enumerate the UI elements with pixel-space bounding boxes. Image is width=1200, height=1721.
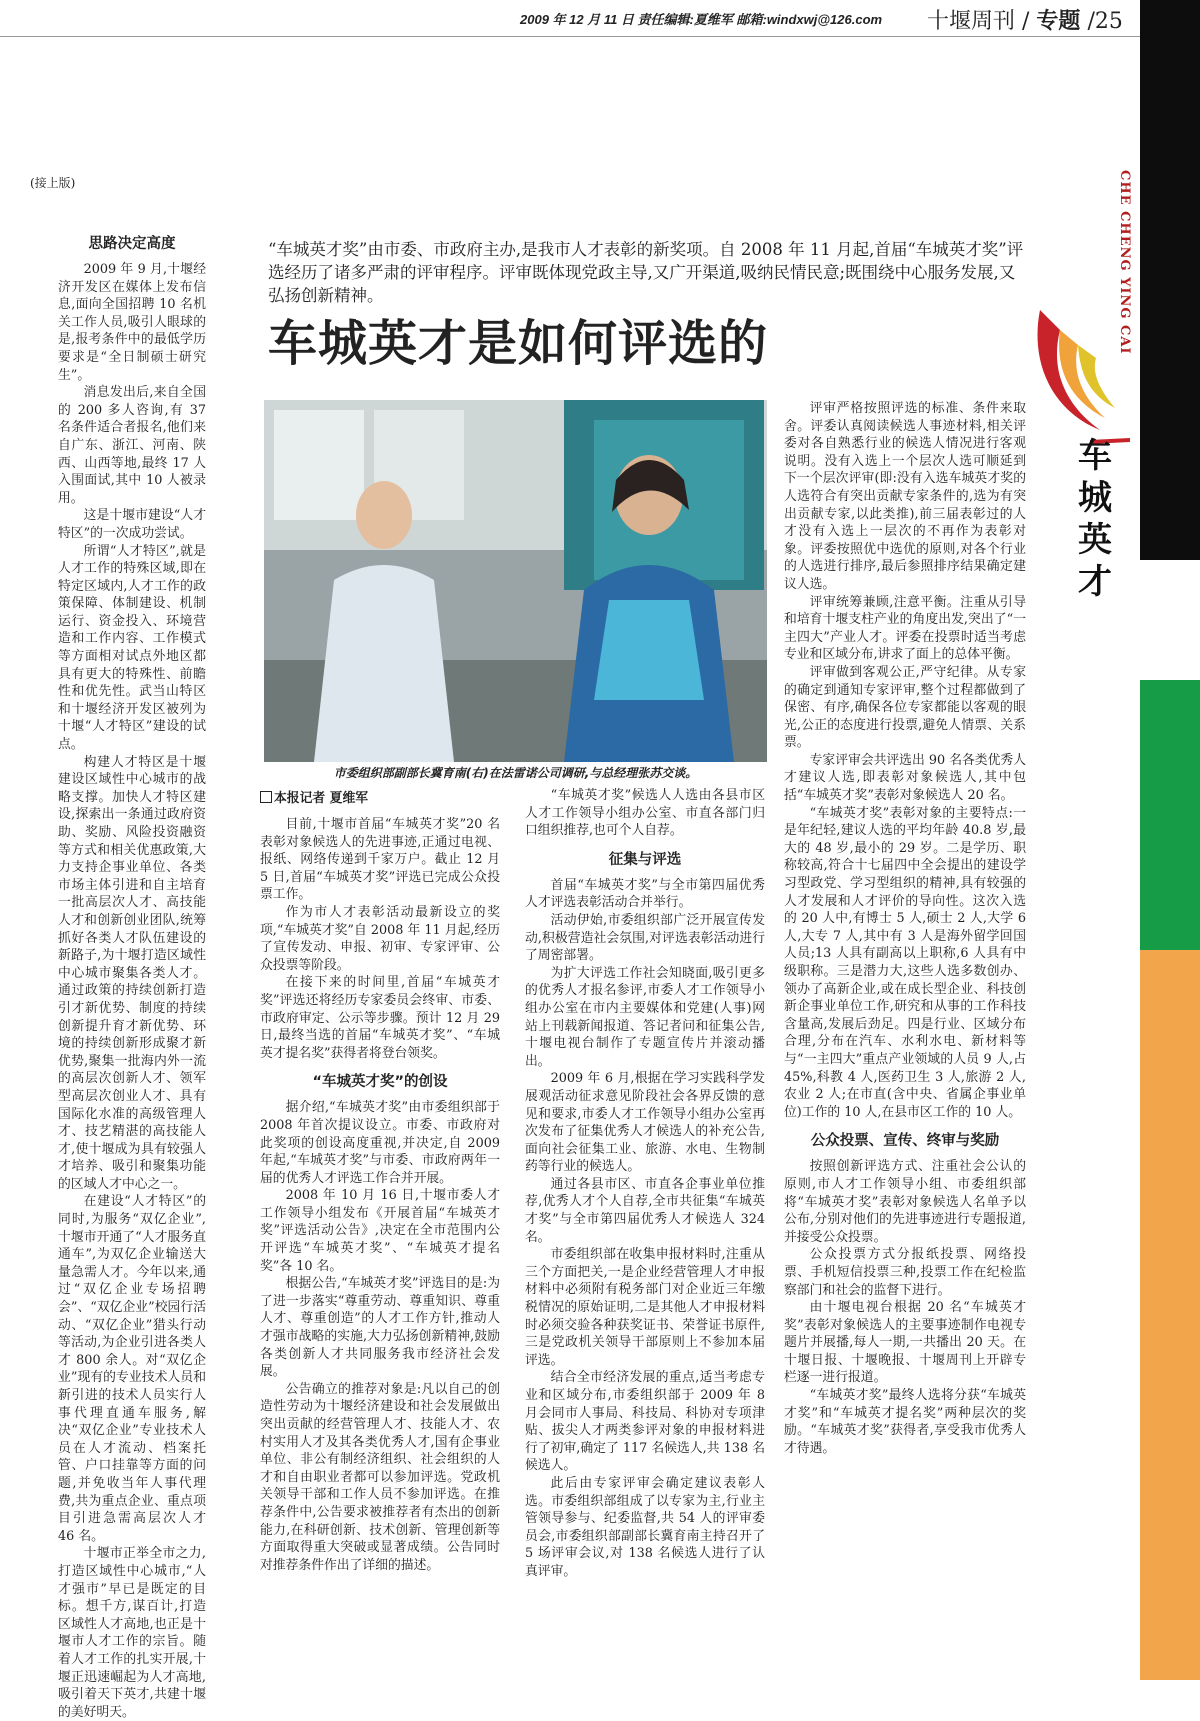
article-paragraph: 在接下来的时间里,首届“车城英才奖”评选还将经历专家委员会终审、市委、市政府审定、公示等步骤。预计 12 月 29 日,最终当选的首届“车城英才奖”、“车城英才提名奖”获得者将登台领奖。 [260, 975, 500, 1061]
article-paragraph: 由十堰电视台根据 20 名“车城英才奖”表彰对象候选人的主要事迹制作电视专题片并展播,每人一期,一共播出 20 天。在十堰日报、十堰晚报、十堰周刊上开辟专栏逐一进行报道。 [784, 1300, 1026, 1386]
section-logo-icon [1030, 300, 1130, 450]
side-bar-green [1140, 680, 1200, 950]
article-paragraph: 目前,十堰市首届“车城英才奖”20 名表彰对象候选人的先进事迹,正通过电视、报纸、网络传递到千家万户。截止 12 月 5 日,首届“车城英才奖”评选已完成公众投票工作。 [260, 817, 500, 903]
photo-caption: 市委组织部副部长冀育南(右)在法雷诺公司调研,与总经理张苏交谈。 [333, 766, 698, 780]
article-title: 车城英才是如何评选的 [268, 314, 769, 372]
article-paragraph: 为扩大评选工作社会知晓面,吸引更多的优秀人才报名参评,市委人才工作领导小组办公室在市内主要媒体和党建(人事)网站上刊载新闻报道、答记者问和征集公告,十堰电视台制作了专题宣传片并滚动播出。 [525, 965, 765, 1069]
publication-header: 十堰周刊 / 专题 /25 [927, 9, 1123, 34]
byline-text: 本报记者 夏维军 [274, 791, 369, 806]
sidebar-paragraph: 在建设“人才特区”的同时,为服务“双亿企业”,十堰市开通了“人才服务直通车”,为双亿企业输送大量急需人才。今年以来,通过“双亿企业专场招聘会”、“双亿企业”校园行活动、“双亿企业”猎头行动等活动,为企业引进各类人才 800 余人。对“双亿企业”现有的专业技术人员和新引进的技术人员实行人事代理直通车服务,解决“双亿企业”专业技术人员在人才流动、档案托管、户口挂靠等方面的问题,并免收当年人事代理费,共为重点企业、重点项目引进急需高层次人才 46 名。 [58, 1194, 206, 1544]
article-paragraph: 公众投票方式分报纸投票、网络投票、手机短信投票三种,投票工作在纪检监察部门和社会的监督下进行。 [784, 1247, 1026, 1298]
article-paragraph: 此后由专家评审会确定建议表彰人选。市委组织部组成了以专家为主,行业主管领导参与、纪委监督,共 54 人的评审委员会,市委组织部副部长冀育南主持召开了 5 场评审会议,对 138 名候选人进行了认真评审。 [525, 1475, 765, 1579]
article-paragraph: 2008 年 10 月 16 日,十堰市委人才工作领导小组发布《开展首届“车城英才奖”评选活动公告》,决定在全市范围内公开评选“车城英才奖”、“车城英才提名奖”各 10 名。 [260, 1188, 500, 1274]
section-label-en: CHE CHENG YING CAI [1117, 170, 1132, 355]
article-paragraph: 按照创新评选方式、注重社会公认的原则,市人才工作领导小组、市委组织部将“车城英才奖”表彰对象候选人名单予以公布,分别对他们的先进事迹进行专题报道,并接受公众投票。 [784, 1159, 1026, 1245]
side-bar-orange [1140, 950, 1200, 1680]
sidebar-column [58, 224, 206, 1721]
section-heading-creation: “车城英才奖”的创设 [312, 1074, 448, 1091]
article-paragraph: 公告确立的推荐对象是:凡以自己的创造性劳动为十堰经济建设和社会发展做出突出贡献的经营管理人才、技能人才、农村实用人才及其各类优秀人才,国有企事业单位、非公有制经济组织、社会组织的人才和自由职业者都可以参加评选。党政机关领导干部和工作人员不参加评选。在推荐条件中,公告要求被推荐者有杰出的创新能力,在科研创新、技术创新、管理创新等方面取得重大突破或显著成绩。公告同时对推荐条件作出了详细的描述。 [260, 1381, 500, 1573]
article-paragraph: 市委组织部在收集申报材料时,注重从三个方面把关,一是企业经营管理人才申报材料中必须附有税务部门对企业近三年缴税情况的原始证明,二是其他人才申报材料时必须交验各种获奖证书、荣誉证书原件,三是党政机关领导干部原则上不参加本届评选。 [525, 1247, 765, 1368]
article-paragraph: 作为市人才表彰活动最新设立的奖项,“车城英才奖”自 2008 年 11 月起,经历了宣传发动、申报、初审、专家评审、公众投票等阶段。 [260, 904, 500, 973]
article-paragraph: 活动伊始,市委组织部广泛开展宣传发动,积极营造社会氛围,对评选表彰活动进行了周密部署。 [525, 912, 765, 964]
article-paragraph: “车城英才奖”最终人选将分获“车城英才奖”和“车城英才提名奖”两种层次的奖励。“车城英才奖”获得者,享受我市优秀人才待遇。 [784, 1388, 1026, 1456]
article-photo [264, 400, 767, 762]
side-bar-black [1140, 0, 1200, 560]
side-bar-white [1140, 560, 1200, 680]
page-number: /25 [1087, 9, 1123, 34]
sidebar-paragraph: 十堰市正举全市之力,打造区域性中心城市,“人才强市”早已是既定的目标。想千方,谋百计,打造区域性人才高地,也正是十堰市人才工作的宗旨。随着人才工作的扎实开展,十堰正迅速崛起为人才高地,吸引着天下英才,共建十堰的美好明天。 [58, 1546, 206, 1720]
header-rule [0, 36, 1140, 37]
article-column-3 [784, 400, 1026, 1457]
article-paragraph: “车城英才奖”表彰对象的主要特点:一是年纪轻,建议人选的平均年龄 40.8 岁,最大的 48 岁,最小的 29 岁。二是学历、职称较高,符合十七届四中全会提出的建设学习型政党、学习型组织的精神,具有较强的人才发展和人才评价的导向性。这次入选的 20 人中,有博士 5 人,硕士 2 人,大学 6 人,大专 7 人,其中有 3 人是海外留学回国人员;13 人具有副高以上职称,6 人具有中级职称。三是潜力大,这些人选多数创办、领办了高新企业,或在成长型企业、科技创新企事业单位工作,研究和从事的工作科技含量高,发展后劲足。四是行业、区域分布合理,分布在汽车、水利水电、新材料等与“一主四大”重点产业领域的人员 9 人,占 45%,科教 4 人,医药卫生 3 人,旅游 2 人,农业 2 人;在市直(含中央、省属企事业单位)工作的 10 人,在县市区工作的 10 人。 [784, 805, 1026, 1120]
sidebar-paragraph: 2009 年 9 月,十堰经济开发区在媒体上发布信息,面向全国招聘 10 名机关工作人员,吸引人眼球的是,报考条件中的最低学历要求是“全日制硕士研究生”。 [58, 262, 206, 383]
article-paragraph: 评审统筹兼顾,注意平衡。注重从引导和培育十堰支柱产业的角度出发,突出了“一主四大”产业人才。评委在投票时适当考虑专业和区域分布,讲求了面上的总体平衡。 [784, 594, 1026, 663]
sidebar-paragraph: 所谓“人才特区”,就是人才工作的特殊区域,即在特定区域内,人才工作的政策保障、体制建设、机制运行、资金投入、环境营造和工作内容、工作模式等方面相对试点外地区都具有更大的特殊性、前瞻性和优先性。武当山特区和十堰经济开发区被列为十堰“人才特区”建设的试点。 [58, 543, 206, 753]
byline [260, 787, 500, 806]
section-heading-voting: 公众投票、宣传、终审与奖励 [810, 1133, 1000, 1150]
continued-note: (接上版) [30, 176, 76, 190]
article-paragraph: “车城英才奖”候选人人选由各县市区人才工作领导小组办公室、市直各部门归口组织推荐,也可个人自荐。 [525, 788, 765, 839]
section-label: 专题 [1036, 9, 1081, 34]
article-paragraph: 2009 年 6 月,根据在学习实践科学发展观活动征求意见阶段社会各界反馈的意见和要求,市委人才工作领导小组办公室再次发布了征集优秀人才候选人的补充公告,面向社会征集工业、旅游、水电、生物制药等行业的候选人。 [525, 1071, 765, 1175]
publication-name: 十堰周刊 [927, 9, 1016, 34]
sidebar-paragraph: 消息发出后,来自全国的 200 多人咨询,有 37 名条件适合者报名,他们来自广东、浙江、河南、陕西、山西等地,最终 17 人入围面试,其中 10 人被录用。 [58, 385, 206, 506]
sidebar-paragraph: 这是十堰市建设“人才特区”的一次成功尝试。 [58, 508, 206, 541]
article-paragraph: 评审严格按照评选的标准、条件来取舍。评委认真阅读候选人事迹材料,相关评委对各自熟悉行业的候选人情况进行客观说明。没有入选上一个层次人选可顺延到下一个层次评审(即:没有入选车城英才奖的人选符合有突出贡献专家条件的,选为有突出贡献专家,以此类推),前三届表彰过的人才没有入选上一层次的不再作为表彰对象。评委按照优中选优的原则,对各个行业的人选进行排序,最后参照排序结果确定建议人选。 [784, 401, 1026, 592]
article-paragraph: 据介绍,“车城英才奖”由市委组织部于 2008 年首次提议设立。市委、市政府对此奖项的创设高度重视,并决定,自 2009 年起,“车城英才奖”与市委、市政府两年一届的优秀人才评选工作合并开展。 [260, 1100, 500, 1186]
article-paragraph: 专家评审会共评选出 90 名各类优秀人才建议人选,即表彰对象候选人,其中包括“车城英才奖”表彰对象候选人 20 名。 [784, 752, 1026, 804]
article-intro: “车城英才奖”由市委、市政府主办,是我市人才表彰的新奖项。自 2008 年 11 月起,首届“车城英才奖”评选经历了诸多严肃的评审程序。评审既体现党政主导,又广开渠道,吸纳民情民意;既围绕中心服务发展,又弘扬创新精神。 [268, 240, 1024, 305]
article-column-1 [260, 787, 500, 1574]
article-column-2 [525, 787, 765, 1581]
article-paragraph: 根据公告,“车城英才奖”评选目的是:为了进一步落实“尊重劳动、尊重知识、尊重人才、尊重创造”的人才工作方针,推动人才强市战略的实施,大力弘扬创新精神,鼓励各类创新人才共同服务我市经济社会发展。 [260, 1276, 500, 1380]
section-heading-collection: 征集与评选 [608, 851, 682, 868]
article-paragraph: 结合全市经济发展的重点,适当考虑专业和区域分布,市委组织部于 2009 年 8 月会同市人事局、科技局、科协对专项津贴、拔尖人才两类参评对象的申报材料进行了初审,确定了 117 名候选人,共 138 名候选人。 [525, 1370, 765, 1474]
section-label-cn: 车城英才 [1078, 436, 1112, 602]
sidebar-paragraph: 构建人才特区是十堰建设区域性中心城市的战略支撑。加快人才特区建设,探索出一条通过政府资助、奖励、风险投资融资等方式和相关优惠政策,大力支持企事业单位、各类市场主体引进和自主培育一批高层次人才、高技能人才和创新创业团队,统筹抓好各类人才队伍建设的新路子,为十堰打造区域性中心城市聚集各类人才。通过政策的持续创新打造引才新优势、制度的持续创新提升育才新优势、环境的持续创新形成聚才新优势,聚集一批海内外一流的高层次创新人才、领军型高层次创业人才、具有国际化水准的高级管理人才、技艺精湛的高技能人才,使十堰成为具有较强人才培养、吸引和聚集功能的区域人才中心之一。 [58, 754, 206, 1192]
article-paragraph: 首届“车城英才奖”与全市第四届优秀人才评选表彰活动合并举行。 [525, 877, 765, 911]
article-paragraph: 评审做到客观公正,严守纪律。从专家的确定到通知专家评审,整个过程都做到了保密、有序,确保各位专家都能以客观的眼光,公正的态度进行投票,避免人情票、关系票。 [784, 664, 1026, 751]
issue-meta: 2009 年 12 月 11 日 责任编辑:夏维军 邮箱:windxwj@126.com [520, 12, 883, 27]
byline-box-icon [260, 791, 272, 803]
article-paragraph: 通过各县市区、市直各企事业单位推荐,优秀人才个人自荐,全市共征集“车城英才奖”与全市第四届优秀人才候选人 324 名。 [525, 1176, 765, 1245]
sidebar-heading: 思路决定高度 [88, 236, 176, 252]
